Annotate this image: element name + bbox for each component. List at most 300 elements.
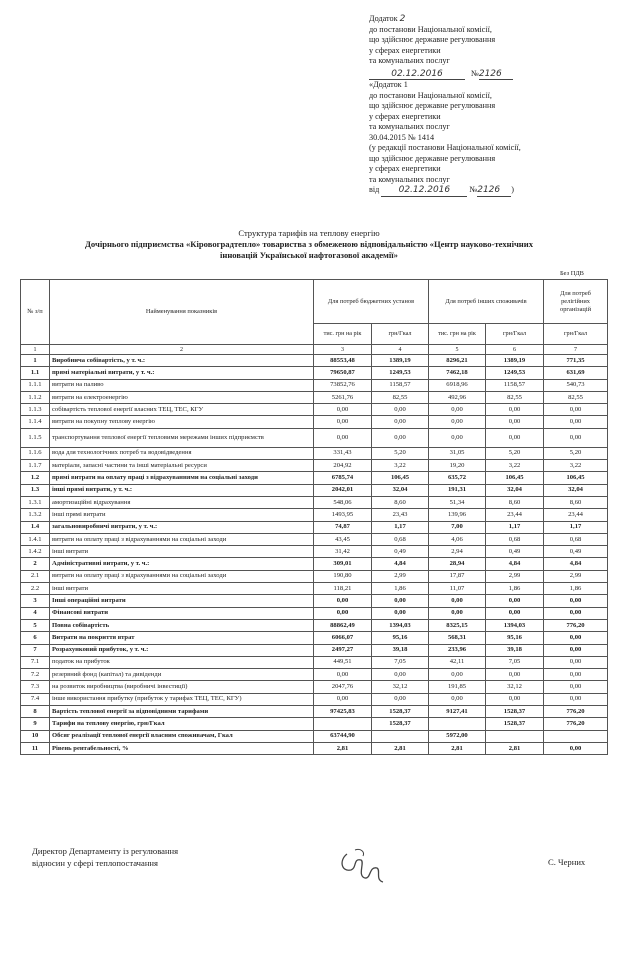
value-budget-gcal: 0,00 bbox=[372, 669, 429, 681]
table-row bbox=[21, 460, 608, 472]
row-number: 1.3.2 bbox=[21, 509, 50, 521]
table-row bbox=[21, 379, 608, 391]
table-header-row bbox=[21, 280, 608, 324]
col-number: 5 bbox=[429, 345, 486, 355]
value-other-gcal: 32,04 bbox=[486, 484, 544, 496]
row-label: інші прямі витрати, у т. ч.: bbox=[50, 484, 314, 496]
row-label: Адміністративні витрати, у т. ч.: bbox=[50, 558, 314, 570]
value-religious-gcal: 0,00 bbox=[544, 656, 608, 668]
value-religious-gcal: 0,49 bbox=[544, 546, 608, 558]
value-budget-year: 331,43 bbox=[314, 447, 372, 459]
header-line: (у редакції постанови Національної комісії, bbox=[369, 143, 521, 152]
row-number: 6 bbox=[21, 632, 50, 644]
value-budget-year: 0,00 bbox=[314, 416, 372, 428]
col-number: 6 bbox=[486, 345, 544, 355]
col-number: 1 bbox=[21, 345, 50, 355]
row-label: Розрахунковий прибуток, у т. ч.: bbox=[50, 644, 314, 656]
value-budget-gcal: 0,00 bbox=[372, 693, 429, 705]
col-unit: грн/Гкал bbox=[486, 324, 544, 345]
value-other-gcal: 7,05 bbox=[486, 656, 544, 668]
value-budget-gcal: 1528,37 bbox=[372, 706, 429, 718]
value-other-gcal: 106,45 bbox=[486, 472, 544, 484]
value-other-year: 9127,41 bbox=[429, 706, 486, 718]
value-other-gcal: 1158,57 bbox=[486, 379, 544, 391]
row-number: 2.1 bbox=[21, 570, 50, 582]
revision-no-prefix: № bbox=[469, 185, 478, 194]
row-number: 9 bbox=[21, 718, 50, 730]
table-row bbox=[21, 730, 608, 742]
row-label: Повна собівартість bbox=[50, 619, 314, 631]
value-budget-year: 31,42 bbox=[314, 546, 372, 558]
document-title: Структура тарифів на теплову енергію bbox=[238, 228, 380, 238]
value-budget-gcal: 4,84 bbox=[372, 558, 429, 570]
row-number: 7.1 bbox=[21, 656, 50, 668]
value-other-year: 139,96 bbox=[429, 509, 486, 521]
value-religious-gcal: 3,22 bbox=[544, 460, 608, 472]
header-line: у сферах енергетики bbox=[369, 45, 441, 55]
appendix-label: Додаток bbox=[369, 14, 398, 23]
row-label: витрати на електроенергію bbox=[50, 391, 314, 403]
value-religious-gcal: 771,35 bbox=[544, 355, 608, 367]
row-label: вода для технологічних потреб та водовідведення bbox=[50, 447, 314, 459]
value-other-year: 191,85 bbox=[429, 681, 486, 693]
value-budget-year: 73852,76 bbox=[314, 379, 372, 391]
value-religious-gcal: 0,00 bbox=[544, 404, 608, 416]
value-budget-year: 79650,87 bbox=[314, 367, 372, 379]
table-row bbox=[21, 404, 608, 416]
row-label: матеріали, запасні частини та інші матеріальні ресурси bbox=[50, 460, 314, 472]
value-budget-year: 2047,76 bbox=[314, 681, 372, 693]
value-other-gcal: 1528,37 bbox=[486, 718, 544, 730]
value-budget-gcal: 0,00 bbox=[372, 416, 429, 428]
table-row bbox=[21, 558, 608, 570]
value-other-gcal: 0,00 bbox=[486, 416, 544, 428]
value-budget-gcal: 1389,19 bbox=[372, 355, 429, 367]
row-label: Інші операційні витрати bbox=[50, 595, 314, 607]
handwritten-signature bbox=[335, 846, 395, 886]
value-budget-gcal: 1249,53 bbox=[372, 367, 429, 379]
value-other-gcal: 1,86 bbox=[486, 583, 544, 595]
value-budget-year: 118,21 bbox=[314, 583, 372, 595]
value-budget-gcal: 0,68 bbox=[372, 533, 429, 545]
row-number: 7.2 bbox=[21, 669, 50, 681]
row-label: інші прямі витрати bbox=[50, 509, 314, 521]
row-number: 7.3 bbox=[21, 681, 50, 693]
value-other-year: 4,06 bbox=[429, 533, 486, 545]
row-number: 1 bbox=[21, 355, 50, 367]
value-budget-year: 6066,07 bbox=[314, 632, 372, 644]
value-budget-gcal: 1,86 bbox=[372, 583, 429, 595]
table-row bbox=[21, 509, 608, 521]
value-budget-gcal: 0,00 bbox=[372, 595, 429, 607]
company-name-line1: Дочірнього підприємства «Кіровоградтепло» товариства з обмеженою відповідальністю «Центр науково-технічних bbox=[84, 239, 534, 249]
table-row bbox=[21, 447, 608, 459]
row-label: витрати на паливо bbox=[50, 379, 314, 391]
value-religious-gcal: 0,00 bbox=[544, 644, 608, 656]
table-row bbox=[21, 619, 608, 631]
value-budget-year: 0,00 bbox=[314, 404, 372, 416]
value-religious-gcal bbox=[544, 730, 608, 742]
value-religious-gcal: 776,20 bbox=[544, 619, 608, 631]
value-religious-gcal: 0,00 bbox=[544, 742, 608, 754]
value-other-year: 492,96 bbox=[429, 391, 486, 403]
value-other-gcal: 0,68 bbox=[486, 533, 544, 545]
row-number: 1.1 bbox=[21, 367, 50, 379]
value-budget-year: 309,01 bbox=[314, 558, 372, 570]
decree-no-prefix: № bbox=[471, 68, 479, 78]
value-budget-gcal: 106,45 bbox=[372, 472, 429, 484]
signer-title-line1: Директор Департаменту із регулювання bbox=[32, 846, 179, 856]
value-religious-gcal: 631,69 bbox=[544, 367, 608, 379]
value-budget-year: 204,92 bbox=[314, 460, 372, 472]
value-other-gcal: 5,20 bbox=[486, 447, 544, 459]
value-budget-gcal: 7,05 bbox=[372, 656, 429, 668]
row-label: Витрати на покриття втрат bbox=[50, 632, 314, 644]
value-budget-gcal: 82,55 bbox=[372, 391, 429, 403]
closing-paren: ) bbox=[511, 185, 514, 194]
table-colnum-row bbox=[21, 345, 608, 355]
tariff-structure-table bbox=[20, 279, 608, 755]
row-label: Фінансові витрати bbox=[50, 607, 314, 619]
value-other-gcal: 1,17 bbox=[486, 521, 544, 533]
header-line: та комунальних послуг bbox=[369, 56, 450, 65]
value-budget-gcal: 23,43 bbox=[372, 509, 429, 521]
value-budget-gcal: 0,00 bbox=[372, 428, 429, 447]
col-header-name: Найменування показників bbox=[50, 280, 314, 345]
col-number: 4 bbox=[372, 345, 429, 355]
value-religious-gcal: 0,00 bbox=[544, 669, 608, 681]
table-row bbox=[21, 484, 608, 496]
value-religious-gcal: 5,20 bbox=[544, 447, 608, 459]
value-other-gcal: 95,16 bbox=[486, 632, 544, 644]
value-religious-gcal: 23,44 bbox=[544, 509, 608, 521]
col-number: 2 bbox=[50, 345, 314, 355]
row-number: 1.1.5 bbox=[21, 428, 50, 447]
col-group-other: Для потреб інших споживачів bbox=[429, 280, 544, 324]
value-other-gcal: 0,49 bbox=[486, 546, 544, 558]
value-budget-year: 0,00 bbox=[314, 607, 372, 619]
value-religious-gcal: 0,00 bbox=[544, 632, 608, 644]
row-number: 1.1.7 bbox=[21, 460, 50, 472]
value-other-year: 19,20 bbox=[429, 460, 486, 472]
value-other-year: 0,00 bbox=[429, 428, 486, 447]
row-label: Рівень рентабельності, % bbox=[50, 742, 314, 754]
value-budget-year: 2,81 bbox=[314, 742, 372, 754]
value-budget-year: 0,00 bbox=[314, 693, 372, 705]
value-other-year: 0,00 bbox=[429, 607, 486, 619]
value-budget-year bbox=[314, 718, 372, 730]
value-other-gcal: 0,00 bbox=[486, 595, 544, 607]
value-religious-gcal: 2,99 bbox=[544, 570, 608, 582]
table-row bbox=[21, 632, 608, 644]
header-line: що здійснює державне регулювання bbox=[369, 153, 496, 163]
row-label: інші витрати bbox=[50, 583, 314, 595]
row-label: прямі матеріальні витрати, у т. ч.: bbox=[50, 367, 314, 379]
row-label: витрати на покупну теплову енергію bbox=[50, 416, 314, 428]
value-other-gcal: 4,84 bbox=[486, 558, 544, 570]
row-number: 2.2 bbox=[21, 583, 50, 595]
value-budget-gcal: 3,22 bbox=[372, 460, 429, 472]
table-row bbox=[21, 496, 608, 508]
table-row bbox=[21, 355, 608, 367]
header-line: що здійснює державне регулювання bbox=[369, 101, 496, 110]
value-other-year: 7462,18 bbox=[429, 367, 486, 379]
value-budget-gcal: 2,99 bbox=[372, 570, 429, 582]
header-line: до постанови Національної комісії, bbox=[369, 24, 492, 34]
row-number: 10 bbox=[21, 730, 50, 742]
value-budget-year: 548,06 bbox=[314, 496, 372, 508]
value-budget-year: 97425,83 bbox=[314, 706, 372, 718]
value-budget-gcal: 95,16 bbox=[372, 632, 429, 644]
value-religious-gcal: 776,20 bbox=[544, 718, 608, 730]
row-number: 7 bbox=[21, 644, 50, 656]
table-row bbox=[21, 521, 608, 533]
row-number: 11 bbox=[21, 742, 50, 754]
value-other-year: 2,94 bbox=[429, 546, 486, 558]
value-religious-gcal: 4,84 bbox=[544, 558, 608, 570]
table-row bbox=[21, 391, 608, 403]
row-number: 1.3 bbox=[21, 484, 50, 496]
value-budget-year: 5261,76 bbox=[314, 391, 372, 403]
row-number: 3 bbox=[21, 595, 50, 607]
value-budget-year: 88553,48 bbox=[314, 355, 372, 367]
value-other-year: 6918,96 bbox=[429, 379, 486, 391]
value-budget-gcal: 32,04 bbox=[372, 484, 429, 496]
revision-number-handwritten: 2126 bbox=[477, 185, 511, 197]
col-header-num: № з/п bbox=[21, 280, 50, 345]
row-number: 1.4 bbox=[21, 521, 50, 533]
value-other-year: 0,00 bbox=[429, 595, 486, 607]
value-religious-gcal: 8,60 bbox=[544, 496, 608, 508]
row-label: інші витрати bbox=[50, 546, 314, 558]
value-budget-year: 2042,01 bbox=[314, 484, 372, 496]
value-budget-gcal: 5,20 bbox=[372, 447, 429, 459]
table-row bbox=[21, 428, 608, 447]
value-other-year: 635,72 bbox=[429, 472, 486, 484]
value-budget-year: 88862,49 bbox=[314, 619, 372, 631]
value-other-gcal: 39,18 bbox=[486, 644, 544, 656]
row-number: 4 bbox=[21, 607, 50, 619]
table-row bbox=[21, 742, 608, 754]
row-number: 8 bbox=[21, 706, 50, 718]
value-other-year: 28,94 bbox=[429, 558, 486, 570]
value-other-year: 233,96 bbox=[429, 644, 486, 656]
header-line: до постанови Національної комісії, bbox=[369, 90, 492, 100]
value-other-year: 8296,21 bbox=[429, 355, 486, 367]
value-other-gcal bbox=[486, 730, 544, 742]
value-other-gcal: 32,12 bbox=[486, 681, 544, 693]
col-unit: тис. грн на рік bbox=[314, 324, 372, 345]
value-other-gcal: 1249,53 bbox=[486, 367, 544, 379]
value-religious-gcal: 0,00 bbox=[544, 416, 608, 428]
value-other-gcal: 1389,19 bbox=[486, 355, 544, 367]
value-budget-year: 6785,74 bbox=[314, 472, 372, 484]
decree-number-handwritten: 2126 bbox=[479, 69, 513, 81]
row-label: резервний фонд (капітал) та дивіденди bbox=[50, 669, 314, 681]
value-other-year: 0,00 bbox=[429, 416, 486, 428]
value-budget-gcal: 0,00 bbox=[372, 607, 429, 619]
decree-header bbox=[369, 14, 609, 197]
value-other-gcal: 8,60 bbox=[486, 496, 544, 508]
row-number: 1.1.1 bbox=[21, 379, 50, 391]
row-label: амортизаційні відрахування bbox=[50, 496, 314, 508]
table-row bbox=[21, 681, 608, 693]
value-budget-gcal: 1528,37 bbox=[372, 718, 429, 730]
value-budget-gcal: 1,17 bbox=[372, 521, 429, 533]
table-row bbox=[21, 718, 608, 730]
table-row bbox=[21, 533, 608, 545]
value-other-year: 568,31 bbox=[429, 632, 486, 644]
row-number: 5 bbox=[21, 619, 50, 631]
header-line: у сферах енергетики bbox=[369, 164, 441, 173]
value-budget-gcal: 8,60 bbox=[372, 496, 429, 508]
value-budget-gcal: 32,12 bbox=[372, 681, 429, 693]
value-budget-year: 1493,95 bbox=[314, 509, 372, 521]
table-row bbox=[21, 367, 608, 379]
table-row bbox=[21, 644, 608, 656]
signature-block bbox=[32, 845, 178, 869]
table-row bbox=[21, 472, 608, 484]
row-label: собівартість теплової енергії власних ТЕЦ, ТЕС, КГУ bbox=[50, 404, 314, 416]
value-budget-year: 0,00 bbox=[314, 428, 372, 447]
col-unit: тис. грн на рік bbox=[429, 324, 486, 345]
row-label: Виробнича собівартість, у т. ч.: bbox=[50, 355, 314, 367]
row-label: Тарифи на теплову енергію, грн/Гкал bbox=[50, 718, 314, 730]
value-religious-gcal: 776,20 bbox=[544, 706, 608, 718]
table-row bbox=[21, 570, 608, 582]
value-religious-gcal: 0,00 bbox=[544, 681, 608, 693]
company-name-line2: інновацій Української нафтогазової академії» bbox=[220, 250, 398, 260]
value-religious-gcal: 32,04 bbox=[544, 484, 608, 496]
value-other-year: 11,07 bbox=[429, 583, 486, 595]
row-label: транспортування теплової енергії тепловими мережами інших підприємств bbox=[50, 428, 314, 447]
row-number: 1.3.1 bbox=[21, 496, 50, 508]
value-budget-year: 43,45 bbox=[314, 533, 372, 545]
value-budget-gcal: 0,49 bbox=[372, 546, 429, 558]
value-religious-gcal: 0,00 bbox=[544, 607, 608, 619]
value-other-gcal: 3,22 bbox=[486, 460, 544, 472]
value-other-year: 2,81 bbox=[429, 742, 486, 754]
row-number: 1.2 bbox=[21, 472, 50, 484]
col-unit: грн/Гкал bbox=[544, 324, 608, 345]
header-line: у сферах енергетики bbox=[369, 111, 441, 121]
row-label: Вартість теплової енергії за відповідними тарифами bbox=[50, 706, 314, 718]
value-budget-gcal: 1158,57 bbox=[372, 379, 429, 391]
value-other-gcal: 0,00 bbox=[486, 693, 544, 705]
table-row bbox=[21, 595, 608, 607]
value-other-gcal: 2,99 bbox=[486, 570, 544, 582]
value-other-year: 8325,15 bbox=[429, 619, 486, 631]
value-religious-gcal: 0,00 bbox=[544, 595, 608, 607]
value-other-year: 0,00 bbox=[429, 693, 486, 705]
row-label: інше використання прибутку (прибуток у тарифах ТЕЦ, ТЕС, КГУ) bbox=[50, 693, 314, 705]
value-budget-year: 63744,90 bbox=[314, 730, 372, 742]
from-label: від bbox=[369, 185, 380, 194]
row-number: 1.4.2 bbox=[21, 546, 50, 558]
value-other-year: 42,11 bbox=[429, 656, 486, 668]
table-row bbox=[21, 669, 608, 681]
value-other-gcal: 82,55 bbox=[486, 391, 544, 403]
value-other-gcal: 23,44 bbox=[486, 509, 544, 521]
row-label: прямі витрати на оплату праці з відрахуваннями на соціальні заходи bbox=[50, 472, 314, 484]
value-other-year bbox=[429, 718, 486, 730]
value-other-year: 31,05 bbox=[429, 447, 486, 459]
row-number: 1.4.1 bbox=[21, 533, 50, 545]
row-label: витрати на оплату праці з відрахуваннями на соціальні заходи bbox=[50, 570, 314, 582]
row-label: Обсяг реалізації теплової енергії власним споживачам, Гкал bbox=[50, 730, 314, 742]
table-row bbox=[21, 546, 608, 558]
col-group-religious: Для потреб релігійних організацій bbox=[544, 280, 608, 324]
value-other-year: 5972,00 bbox=[429, 730, 486, 742]
value-budget-gcal bbox=[372, 730, 429, 742]
row-label: витрати на оплату праці з відрахуваннями на соціальні заходи bbox=[50, 533, 314, 545]
no-vat-note: Без ПДВ bbox=[560, 270, 584, 277]
value-other-year: 51,34 bbox=[429, 496, 486, 508]
value-religious-gcal: 1,17 bbox=[544, 521, 608, 533]
row-label: на розвиток виробництва (виробничі інвестиції) bbox=[50, 681, 314, 693]
value-religious-gcal: 0,00 bbox=[544, 693, 608, 705]
value-budget-gcal: 2,81 bbox=[372, 742, 429, 754]
value-religious-gcal: 0,00 bbox=[544, 428, 608, 447]
value-other-gcal: 2,81 bbox=[486, 742, 544, 754]
table-row bbox=[21, 656, 608, 668]
value-other-gcal: 1528,37 bbox=[486, 706, 544, 718]
value-budget-year: 2497,27 bbox=[314, 644, 372, 656]
value-budget-year: 74,87 bbox=[314, 521, 372, 533]
value-other-gcal: 0,00 bbox=[486, 607, 544, 619]
decree-date-handwritten: 02.12.2016 bbox=[369, 69, 465, 81]
value-budget-gcal: 39,18 bbox=[372, 644, 429, 656]
signer-name: С. Черних bbox=[548, 857, 586, 867]
value-religious-gcal: 540,73 bbox=[544, 379, 608, 391]
value-other-year: 0,00 bbox=[429, 669, 486, 681]
row-label: загальновиробничі витрати, у т. ч.: bbox=[50, 521, 314, 533]
header-line: «Додаток 1 bbox=[369, 80, 408, 89]
value-other-year: 191,31 bbox=[429, 484, 486, 496]
value-budget-year: 190,80 bbox=[314, 570, 372, 582]
value-budget-gcal: 1394,03 bbox=[372, 619, 429, 631]
appendix-number: 2 bbox=[399, 14, 406, 24]
value-budget-gcal: 0,00 bbox=[372, 404, 429, 416]
value-other-gcal: 0,00 bbox=[486, 428, 544, 447]
col-unit: грн/Гкал bbox=[372, 324, 429, 345]
value-religious-gcal: 0,68 bbox=[544, 533, 608, 545]
signer-title-line2: відносин у сфері теплопостачання bbox=[32, 858, 158, 868]
header-line: та комунальних послуг bbox=[369, 122, 450, 131]
row-number: 2 bbox=[21, 558, 50, 570]
table-row bbox=[21, 607, 608, 619]
col-number: 7 bbox=[544, 345, 608, 355]
table-row bbox=[21, 693, 608, 705]
original-decree-ref: 30.04.2015 № 1414 bbox=[369, 132, 435, 142]
value-budget-year: 449,51 bbox=[314, 656, 372, 668]
value-other-year: 17,87 bbox=[429, 570, 486, 582]
value-religious-gcal: 82,55 bbox=[544, 391, 608, 403]
value-other-year: 0,00 bbox=[429, 404, 486, 416]
value-budget-year: 0,00 bbox=[314, 595, 372, 607]
col-number: 3 bbox=[314, 345, 372, 355]
value-other-gcal: 1394,03 bbox=[486, 619, 544, 631]
revision-date-handwritten: 02.12.2016 bbox=[381, 185, 467, 197]
value-budget-year: 0,00 bbox=[314, 669, 372, 681]
table-row bbox=[21, 416, 608, 428]
table-row bbox=[21, 706, 608, 718]
header-line: що здійснює державне регулювання bbox=[369, 35, 496, 44]
row-number: 7.4 bbox=[21, 693, 50, 705]
value-other-gcal: 0,00 bbox=[486, 669, 544, 681]
table-row bbox=[21, 583, 608, 595]
value-religious-gcal: 1,86 bbox=[544, 583, 608, 595]
